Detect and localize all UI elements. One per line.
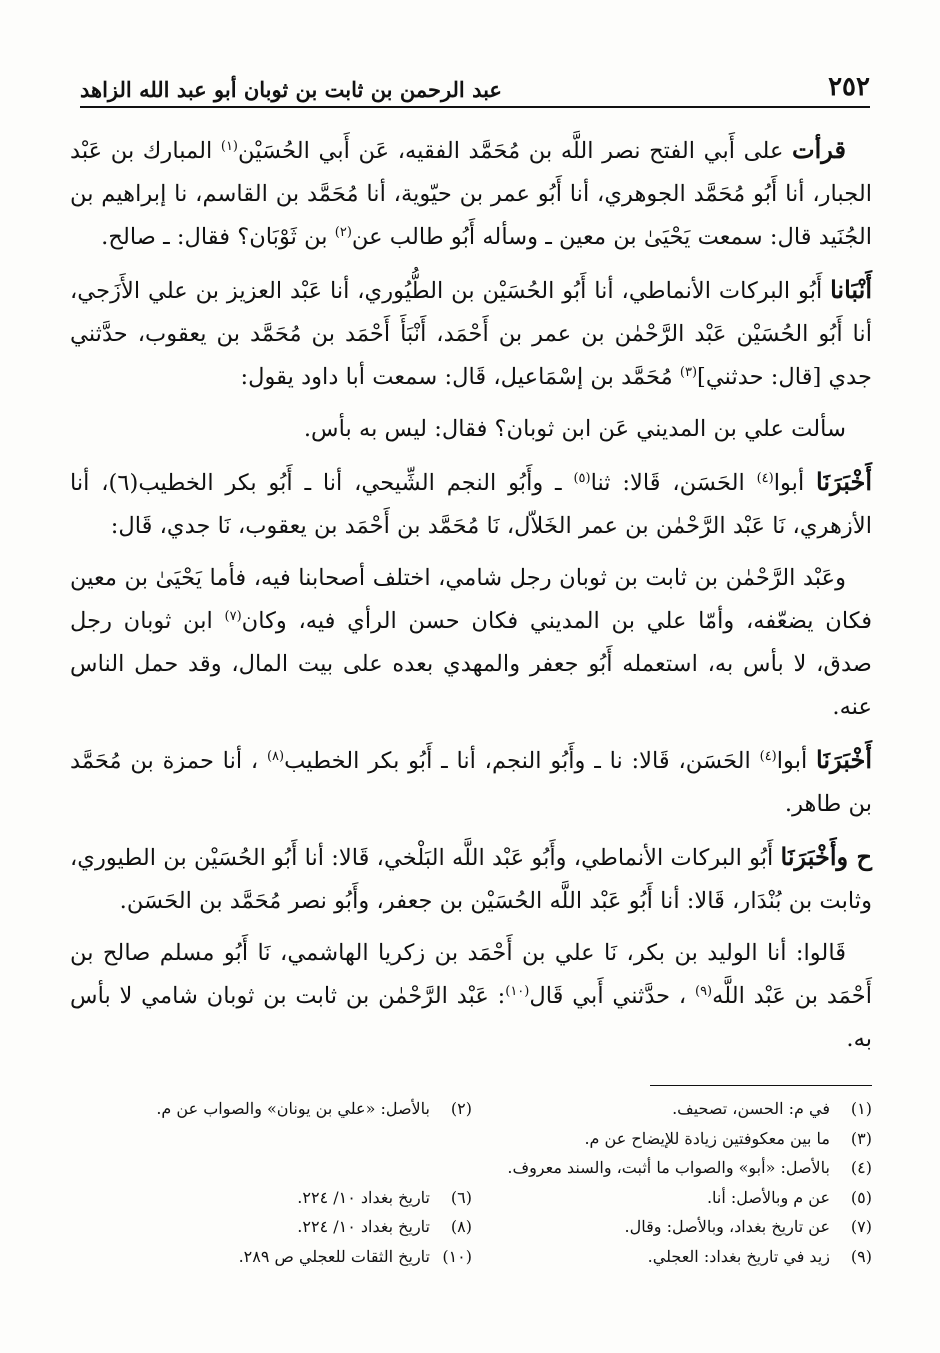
paragraph-lead: أَخْبَرَنَا — [816, 745, 873, 774]
footnote-ref: (٥) — [573, 471, 591, 486]
paragraph-text: المبارك بن عَبْد الجبار، أنا أَبُو مُحَمَّد الجوهري، أنا أَبُو عمر بن حيّوية، أنا مُحَمَّد بن القاسم، نا إبراهيم بن الجُنَيد قال: سمعت يَحْيَىٰ بن معين ـ وسأله أَبُو طالب عن — [70, 138, 872, 250]
paragraph-text: ـ وأَبُو النجم الشِّيحي، أنا ـ أَبُو بكر الخطيب(٦)، أنا الأزهري، نَا عَبْد الرَّحْمٰن بن عمر الخَلاّل، نَا مُحَمَّد بن أَحْمَد بن يعقوب، نَا جدي، قَال: — [70, 470, 872, 539]
paragraph-text: الحَسَن، قَالا: نا ـ وأَبُو النجم، أنا ـ أَبُو بكر الخطيب — [284, 748, 751, 774]
footnote-ref: (٢) — [334, 225, 352, 240]
paragraph-lead: ح وأَخْبَرَنَا — [780, 842, 873, 871]
footnote-2 — [72, 1094, 472, 1124]
footnote-number: (٨) — [450, 1217, 472, 1237]
footnote-8 — [72, 1212, 472, 1242]
paragraph-text: بن ثَوْبَان؟ فقال: ـ صالح. — [101, 224, 328, 250]
paragraph-text: على أَبي الفتح نصر اللَّه بن مُحَمَّد الفقيه، عَن أَبي الحُسَيْن — [238, 138, 784, 164]
footnote-number: (١٠) — [442, 1246, 472, 1266]
footnote-6 — [72, 1183, 472, 1213]
footnote-text: عن تاريخ بغداد، وبالأصل: وقال. — [624, 1217, 830, 1237]
paragraph-text: ، حدَّثني أَبي قَال — [529, 983, 687, 1009]
main-text — [70, 128, 872, 1070]
footnote-number: (٩) — [850, 1246, 872, 1266]
footnote-number: (٢) — [450, 1099, 472, 1118]
footnote-10 — [72, 1242, 472, 1272]
footnote-text: تاريخ بغداد ١٠/ ٢٢٤. — [297, 1217, 430, 1237]
footnote-number: (١) — [850, 1099, 872, 1118]
paragraph-text: وعَبْد الرَّحْمٰن بن ثابت بن ثوبان رجل شامي، اختلف أصحابنا فيه، فأما يَحْيَىٰ بن معين فكان يضعّفه، وأمّا علي بن المديني فكان حسن الرأي فيه، وكان — [70, 565, 873, 634]
footnote-5 — [472, 1183, 872, 1213]
paragraph-8 — [70, 932, 872, 1061]
footnote-ref: (٣) — [679, 365, 698, 380]
footnote-3 — [584, 1124, 872, 1154]
footnote-text: ما بين معكوفتين زيادة للإيضاح عن م. — [584, 1128, 830, 1148]
footnote-text: بالأصل: «أبو» والصواب ما أثبت، والسند معروف. — [507, 1158, 830, 1178]
paragraph-2 — [70, 268, 872, 399]
footnote-ref: (١) — [220, 139, 238, 154]
footnote-text: عن م وبالأصل: أنا. — [706, 1187, 830, 1207]
paragraph-6 — [70, 738, 872, 826]
paragraph-text: مُحَمَّد بن إسْمَاعيل، قَال: سمعت أبا داود يقول: — [240, 364, 673, 390]
paragraph-3 — [70, 408, 872, 451]
footnote-number: (٦) — [450, 1187, 472, 1207]
paragraph-lead: أَخْبَرَنَا — [816, 467, 872, 496]
paragraph-7 — [70, 835, 872, 923]
page-header — [80, 64, 870, 108]
paragraph-text: ، أنا حمزة بن مُحَمَّد بن طاهر. — [70, 748, 872, 817]
paragraph-5 — [70, 557, 872, 729]
paragraph-4 — [70, 460, 872, 548]
footnote-number: (٥) — [850, 1187, 872, 1207]
footnote-text: بالأصل: «علي بن يونان» والصواب عن م. — [156, 1099, 430, 1118]
paragraph-1 — [70, 128, 872, 259]
paragraph-text: سألت علي بن المديني عَن ابن ثوبان؟ فقال: ليس به بأس. — [303, 416, 846, 442]
paragraph-text: أبوا — [776, 748, 808, 774]
footnote-ref: (٨) — [266, 749, 285, 764]
paragraph-text: أَبُو البركات الأنماطي، وأَبُو عَبْد اللَّه البَلْخي، قَالا: أنا أَبُو الحُسَيْن بن الطيوري، وثابت بن بُنْدَار، قَالا: أنا أَبُو عَبْد اللَّه الحُسَيْن بن جعفر، وأَبُو نصر مُحَمَّد بن الحَسَن. — [70, 845, 872, 914]
footnote-text: تاريخ بغداد ١٠/ ٢٢٤. — [297, 1187, 430, 1207]
footnote-number: (٧) — [850, 1217, 872, 1237]
paragraph-lead: أَنْبَانا — [830, 275, 872, 304]
paragraph-text: الحَسَن، قَالا: ثنا — [590, 470, 745, 496]
page-number: ٢٥٢ — [828, 72, 870, 102]
footnote-number: (٣) — [850, 1128, 872, 1148]
footnote-text: زيد في تاريخ بغداد: العجلي. — [647, 1246, 830, 1266]
paragraph-text: أبوا — [773, 470, 805, 496]
footnote-4 — [507, 1153, 872, 1183]
footnote-text: تاريخ الثقات للعجلي ص ٢٨٩. — [238, 1246, 430, 1266]
footnote-number: (٤) — [850, 1158, 872, 1178]
paragraph-text: أَبُو البركات الأنماطي، أنا أَبُو الحُسَيْن بن الطُّيُوري، أنا عَبْد العزيز بن علي الأَزَجي، أنا أَبُو الحُسَيْن عَبْد الرَّحْمٰن بن عمر بن أَحْمَد، أَنْبَأَ أَحْمَد بن مُحَمَّد بن يعقوب، حدَّثني جدي [قال: حدثني] — [70, 278, 872, 390]
footnote-1 — [472, 1094, 872, 1124]
running-title: عبد الرحمن بن ثابت بن ثوبان أبو عبد الله الزاهد — [80, 77, 502, 102]
paragraph-text: : عَبْد الرَّحْمٰن بن ثابت بن ثوبان شامي لا بأس به. — [70, 983, 872, 1052]
paragraph-text: ابن ثوبان رجل صدق، لا بأس به، استعمله أَبُو جعفر والمهدي بعده على بيت المال، وقد حمل الناس عنه. — [70, 608, 872, 720]
footnote-ref: (٤) — [759, 749, 777, 764]
footnote-ref: (١٠) — [505, 984, 530, 999]
footnote-9 — [472, 1242, 872, 1272]
paragraph-text: قَالوا: أنا الوليد بن بكر، نَا علي بن أَحْمَد بن زكريا الهاشمي، نَا أَبُو مسلم صالح بن أَحْمَد بن عَبْد اللَّه — [70, 940, 872, 1009]
footnote-text: في م: الحسن، تصحيف. — [672, 1099, 830, 1118]
footnote-ref: (٩) — [694, 984, 713, 999]
footnote-ref: (٤) — [756, 471, 774, 486]
footnotes — [70, 1094, 872, 1272]
footnote-divider — [650, 1085, 872, 1086]
footnote-ref: (٧) — [224, 609, 242, 624]
footnote-7 — [472, 1212, 872, 1242]
paragraph-lead: قرأت — [792, 135, 847, 164]
